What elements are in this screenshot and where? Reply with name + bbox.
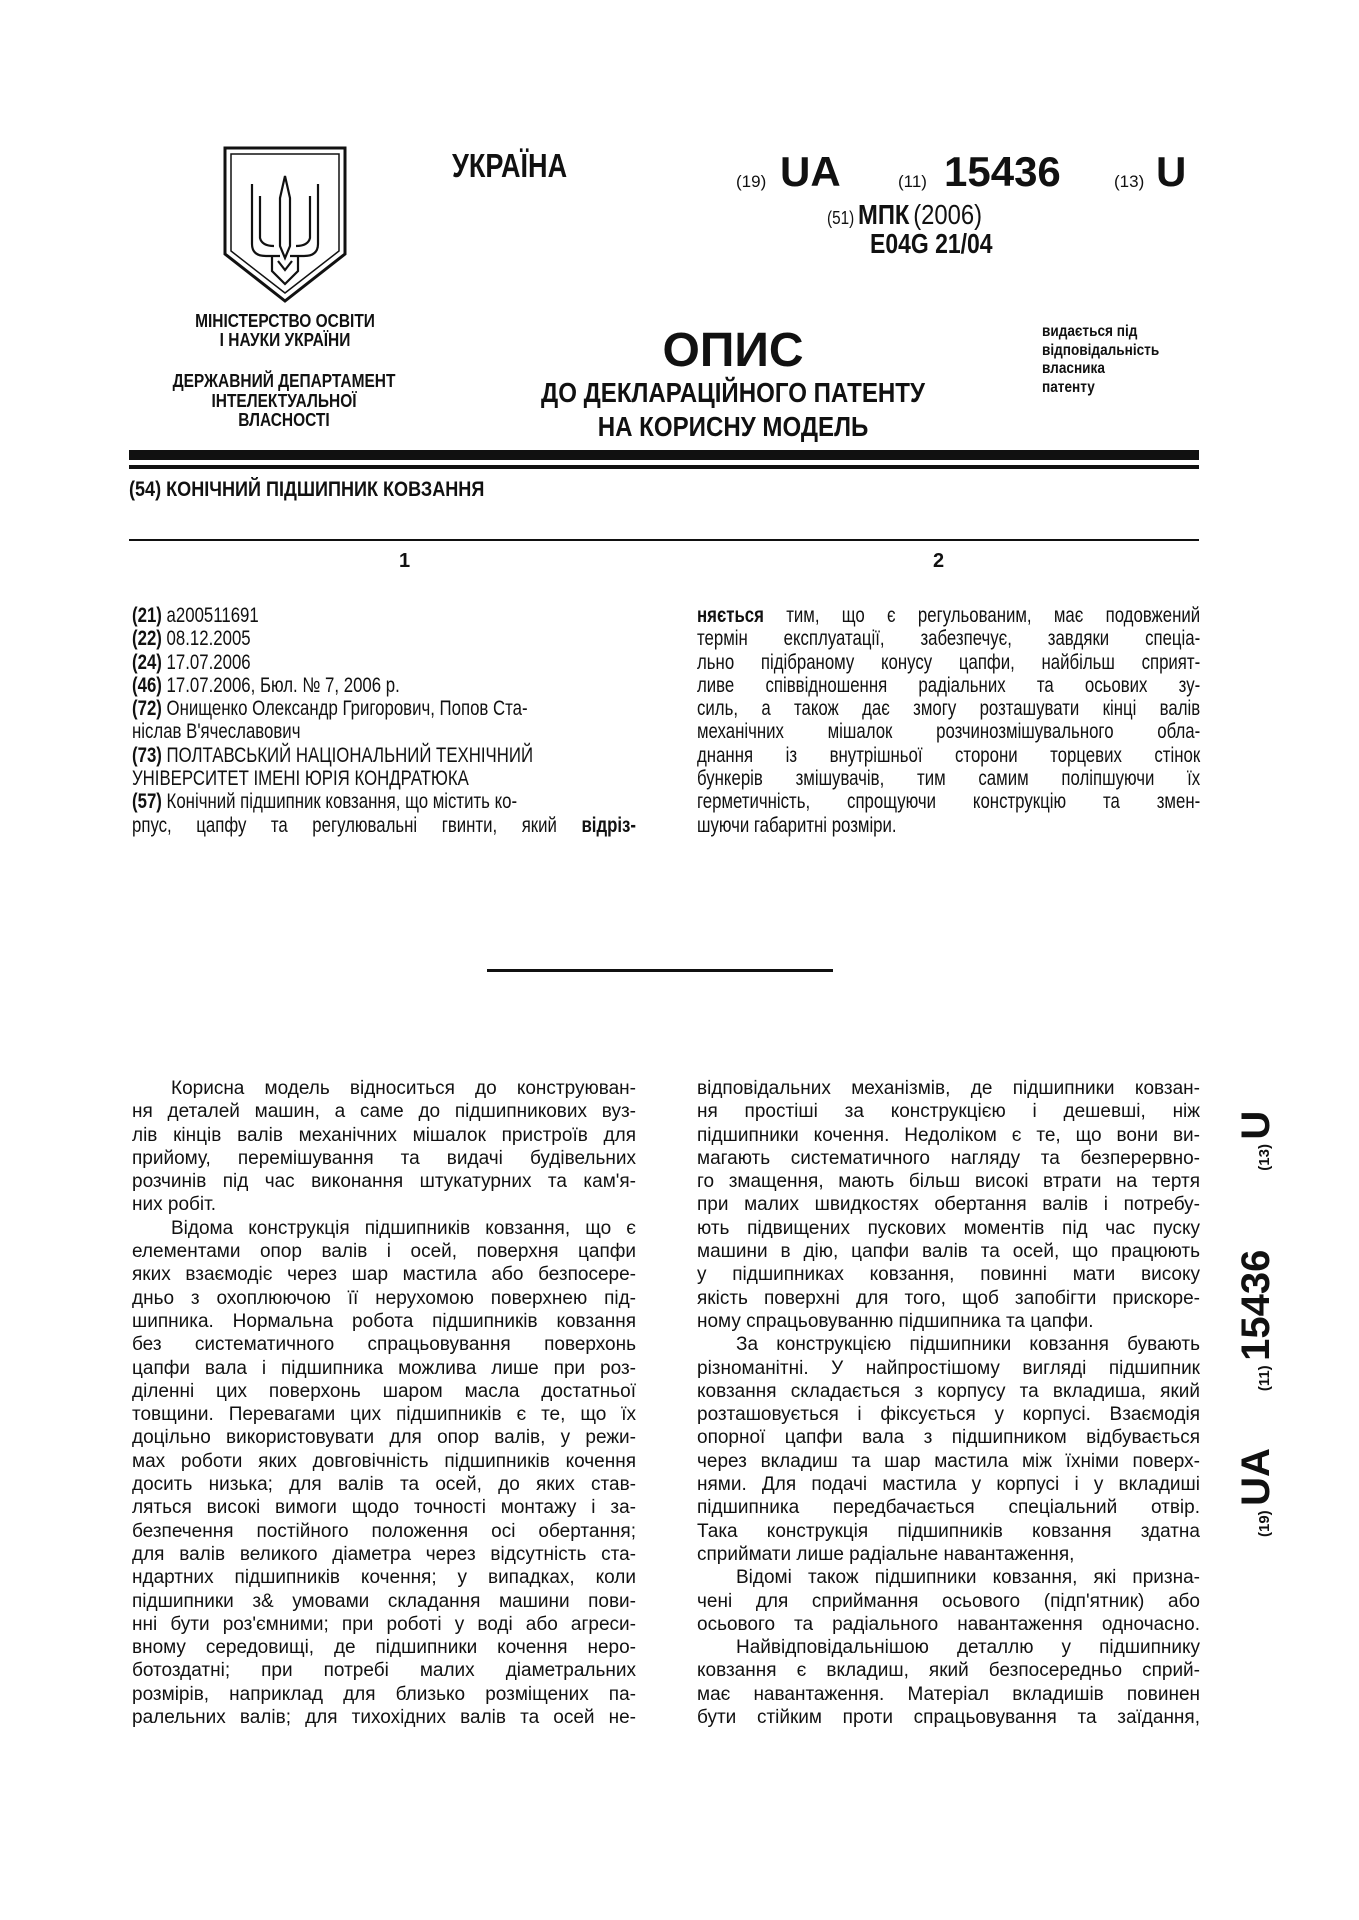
biblio-text: Онищенко Олександр Григорович, Попов Ста- — [161, 697, 528, 721]
side-patent-number: 15436 — [1234, 1249, 1278, 1361]
text-line: го змащення, мають більш високі втрати на тертя — [697, 1171, 1200, 1193]
claim-text: тим, що є регульованим, має подовжений — [763, 604, 1201, 627]
text-line: ковзання є вкладиш, який безпосередньо сприй- — [697, 1660, 1200, 1682]
text-line: ному спрацьовуванню підшипника та цапфи. — [697, 1310, 1094, 1332]
claim-text: герметичність, спрощуючи конструкцію та змен- — [697, 790, 1201, 814]
text-line: підшипника передбачається спеціальний отвір. — [697, 1497, 1200, 1519]
text-line: лів кінців валів механічних мішалок пристроїв для — [132, 1124, 636, 1146]
inid-code: (22) — [132, 627, 162, 651]
department-name — [173, 372, 396, 431]
text-line: осьового та радіального навантаження одночасно. — [697, 1613, 1200, 1635]
text-line: яких взаємодіє через шар мастила або безпосере- — [132, 1264, 636, 1286]
ipc-year: (2006) — [913, 199, 983, 230]
claim-text: силь, а також дає змогу розташувати кінці валів — [697, 697, 1201, 721]
biblio-line — [132, 651, 636, 674]
text-line: Найвідповідальнішою деталлю у підшипнику — [736, 1637, 1200, 1659]
text-line: ня деталей машин, а саме до підшипникових вуз- — [132, 1101, 636, 1123]
text-line: розчинів під час виконання штукатурних та кам'я- — [132, 1171, 636, 1193]
biblio-line — [132, 674, 636, 697]
text-line: Відомі також підшипники ковзання, які призна- — [736, 1567, 1200, 1589]
inid-13: (13) — [1114, 172, 1145, 191]
text-line: сприймати лише радіальне навантаження, — [697, 1543, 1075, 1565]
claim-text: шуючи габаритні розміри. — [697, 813, 897, 837]
coat-of-arms-emblem — [222, 146, 348, 309]
issuance-note — [1042, 323, 1159, 397]
inid-code: (24) — [132, 650, 162, 674]
text-line: мах роботи яких довговічність підшипників кочення — [132, 1450, 636, 1472]
ministry-line: І НАУКИ УКРАЇНИ — [219, 330, 351, 350]
text-line: для валів великого діаметра через відсутність ста- — [132, 1543, 636, 1565]
text-line: ралельних валів; для тихохідних валів та осей не- — [132, 1707, 636, 1729]
ministry-line: МІНІСТЕРСТВО ОСВІТИ — [195, 311, 375, 331]
claim-text: механічних мішалок розчинозмішувального обла- — [697, 720, 1201, 744]
header-thin-rule — [129, 465, 1199, 469]
claim-emphasis: відріз- — [581, 813, 636, 837]
text-line: нні бути роз'ємними; при роботі у воді або агреси- — [132, 1613, 636, 1635]
text-line: товщини. Перевагами цих підшипників є те, що їх — [132, 1404, 636, 1426]
subtitle-line: ДО ДЕКЛАРАЦІЙНОГО ПАТЕНТУ — [541, 377, 925, 408]
text-line: якість поверхні для того, щоб запобігти прискоре- — [697, 1287, 1200, 1309]
text-line: відповідальних механізмів, де підшипники ковзан- — [697, 1078, 1200, 1099]
text-line: бути стійким проти спрацьовування та заїдання, — [697, 1707, 1200, 1729]
invention-title — [129, 478, 484, 502]
inid-code: (73) — [132, 743, 162, 767]
department-line: ІНТЕЛЕКТУАЛЬНОЇ — [211, 390, 357, 411]
subtitle-line: НА КОРИСНУ МОДЕЛЬ — [597, 411, 869, 442]
text-line: вному середовищі, де підшипники кочення неро- — [132, 1637, 636, 1659]
text-line: підшипники з& умовами складання машини пови- — [132, 1590, 636, 1612]
biblio-line — [132, 744, 636, 767]
text-line: при малих швидкостях обертання валів і потребу- — [697, 1194, 1200, 1216]
document-subtitle — [541, 376, 925, 444]
note-line: видається під — [1042, 323, 1138, 340]
side-inid-11: (11) — [1256, 1365, 1273, 1392]
inid-code: (72) — [132, 697, 162, 721]
claim-text: ливе співвідношення радіальних та осьових зу- — [697, 673, 1201, 697]
department-line: ВЛАСНОСТІ — [238, 410, 330, 430]
text-line: досить низька; для валів та осей, до яких став- — [132, 1474, 636, 1496]
text-line: має навантаження. Матеріал вкладишів повинен — [697, 1683, 1200, 1705]
claim-text: льно підібраному конусу цапфи, найбільш сприят- — [697, 650, 1201, 674]
claim-text: бункерів змішувачів, тим самим поліпшуючи їх — [697, 767, 1201, 791]
text-line: розмірів, наприклад для близько розміщених па- — [132, 1683, 636, 1705]
title-rule — [129, 539, 1199, 541]
claim-text: днання із внутрішньої сторони торцевих стінок — [697, 743, 1201, 767]
biblio-line — [132, 814, 636, 837]
text-line: доцільно використовувати для опор валів, у режи- — [132, 1427, 636, 1449]
ipc-label: МПК — [857, 199, 910, 230]
claim-line — [697, 651, 1200, 674]
department-line: ДЕРЖАВНИЙ ДЕПАРТАМЕНТ — [172, 371, 396, 391]
trident-shield-icon — [222, 146, 348, 304]
section-divider — [487, 969, 833, 972]
biblio-line — [132, 697, 636, 720]
ministry-name — [195, 312, 375, 350]
text-line: безпечення постійного положення осі обертання; — [132, 1520, 636, 1542]
biblio-line — [132, 720, 636, 743]
patent-number: 15436 — [944, 148, 1061, 195]
text-line: різноманітні. У найпростішому вигляді підшипник — [697, 1357, 1200, 1379]
text-line: ня простіші за конструкцією і дешевші, ніж — [697, 1101, 1200, 1123]
text-line: цапфи вала і підшипника можлива лише при роз- — [132, 1357, 636, 1379]
bibliographic-data — [132, 604, 636, 837]
inid-19: (19) — [736, 172, 767, 191]
inid-51: (51) — [827, 208, 855, 228]
biblio-text: ПОЛТАВСЬКИЙ НАЦІОНАЛЬНИЙ ТЕХНІЧНИЙ — [161, 743, 534, 767]
biblio-text: Конічний підшипник ковзання, що містить ко- — [161, 790, 518, 814]
side-inid-19: (19) — [1256, 1510, 1273, 1537]
note-line: відповідальність — [1042, 341, 1160, 359]
claim-line — [697, 604, 1200, 627]
biblio-text: рпус, цапфу та регулювальні гвинти, який — [132, 813, 582, 837]
text-line: розташовується і фіксується у корпусі. Взаємодія — [697, 1404, 1200, 1426]
text-line: Корисна модель відноситься до конструюван- — [171, 1078, 636, 1099]
text-line: шипника. Нормальна робота підшипників ковзання — [132, 1310, 636, 1332]
text-line: у підшипниках ковзання, повинні мати високу — [697, 1264, 1200, 1286]
claim-line — [697, 744, 1200, 767]
biblio-line — [132, 604, 636, 627]
ipc-line — [827, 199, 982, 231]
text-line: елементами опор валів і осей, поверхня цапфи — [132, 1241, 636, 1263]
text-line: За конструкцією підшипники ковзання бувають — [736, 1334, 1200, 1356]
description-column-right — [697, 1077, 1200, 1729]
invention-title-text: КОНІЧНИЙ ПІДШИПНИК КОВЗАННЯ — [166, 478, 485, 501]
description-column-left — [132, 1077, 636, 1729]
claim-line — [697, 697, 1200, 720]
biblio-text: ніслав В'ячеславович — [132, 720, 301, 744]
text-line: ковзання складається з корпусу та вкладиша, який — [697, 1380, 1200, 1402]
biblio-line — [132, 767, 636, 790]
side-inid-13: (13) — [1256, 1144, 1273, 1171]
text-line: прийому, перемішування та видачі будівельних — [132, 1147, 636, 1169]
text-line: опорної цапфи вала з підшипником відбувається — [697, 1427, 1200, 1449]
claim-continued — [697, 604, 1200, 837]
side-kind-code: U — [1234, 1110, 1278, 1140]
column-number-1: 1 — [399, 550, 411, 572]
claim-line — [697, 814, 1200, 837]
text-line: ндартних підшипників кочення; у випадках, коли — [132, 1567, 636, 1589]
biblio-line — [132, 790, 636, 813]
biblio-text: 08.12.2005 — [161, 627, 251, 651]
inid-54: (54) — [129, 478, 162, 501]
inid-code: (57) — [132, 790, 162, 814]
claim-emphasis: няється — [697, 604, 764, 627]
claim-line — [697, 720, 1200, 743]
claim-line — [697, 674, 1200, 697]
text-line: магають систематичного нагляду та безперервно- — [697, 1147, 1200, 1169]
text-line: ботоздатні; при потребі малих діаметральних — [132, 1660, 636, 1682]
claim-line — [697, 627, 1200, 650]
column-number-2: 2 — [933, 550, 945, 572]
text-line: ють підвищених пускових моментів під час пуску — [697, 1217, 1200, 1239]
text-line: підшипники кочення. Недоліком є те, що вони ви- — [697, 1124, 1200, 1146]
text-line: через вкладиш та шар мастила між їхніми поверх- — [697, 1450, 1200, 1472]
biblio-text: a200511691 — [161, 604, 259, 627]
biblio-line — [132, 627, 636, 650]
text-line: дньо з охоплюючою її нерухомою поверхнею під- — [132, 1287, 636, 1309]
note-line: патенту — [1042, 378, 1095, 396]
side-patent-label — [1234, 1111, 1279, 1537]
inid-code: (46) — [132, 673, 162, 697]
side-country-code: UA — [1234, 1448, 1278, 1506]
text-line: Така конструкція підшипників ковзання здатна — [697, 1520, 1200, 1542]
biblio-text: 17.07.2006 — [161, 650, 251, 674]
ipc-class: E04G 21/04 — [870, 228, 993, 259]
document-title: ОПИС — [662, 324, 804, 377]
country-name: УКРАЇНА — [452, 147, 568, 184]
country-code: UA — [780, 148, 841, 195]
text-line: нями. Для подачі мастила у корпусі і у вкладиші — [697, 1474, 1200, 1496]
text-line: Відома конструкція підшипників ковзання, що є — [171, 1217, 636, 1239]
text-line: ляться високі вимоги щодо точності монтажу і за- — [132, 1497, 636, 1519]
header-thick-rule — [129, 450, 1199, 460]
text-line: них робіт. — [132, 1194, 216, 1216]
inid-11: (11) — [898, 172, 927, 191]
claim-text: термін експлуатації, забезпечує, завдяки спеціа- — [697, 627, 1201, 651]
text-line: чені для сприймання осьового (підп'ятник) або — [697, 1590, 1200, 1612]
text-line: діленні цих поверхонь шаром масла достатньої — [132, 1380, 636, 1402]
claim-line — [697, 767, 1200, 790]
kind-code: U — [1156, 148, 1187, 195]
text-line: машини в дію, цапфи валів та осей, що працюють — [697, 1241, 1200, 1263]
biblio-text: 17.07.2006, Бюл. № 7, 2006 р. — [161, 673, 400, 697]
biblio-text: УНІВЕРСИТЕТ ІМЕНІ ЮРІЯ КОНДРАТЮКА — [132, 767, 469, 791]
inid-code: (21) — [132, 604, 162, 627]
note-line: власника — [1042, 360, 1105, 377]
claim-line — [697, 790, 1200, 813]
text-line: без систематичного спрацьовування поверхонь — [132, 1334, 636, 1356]
